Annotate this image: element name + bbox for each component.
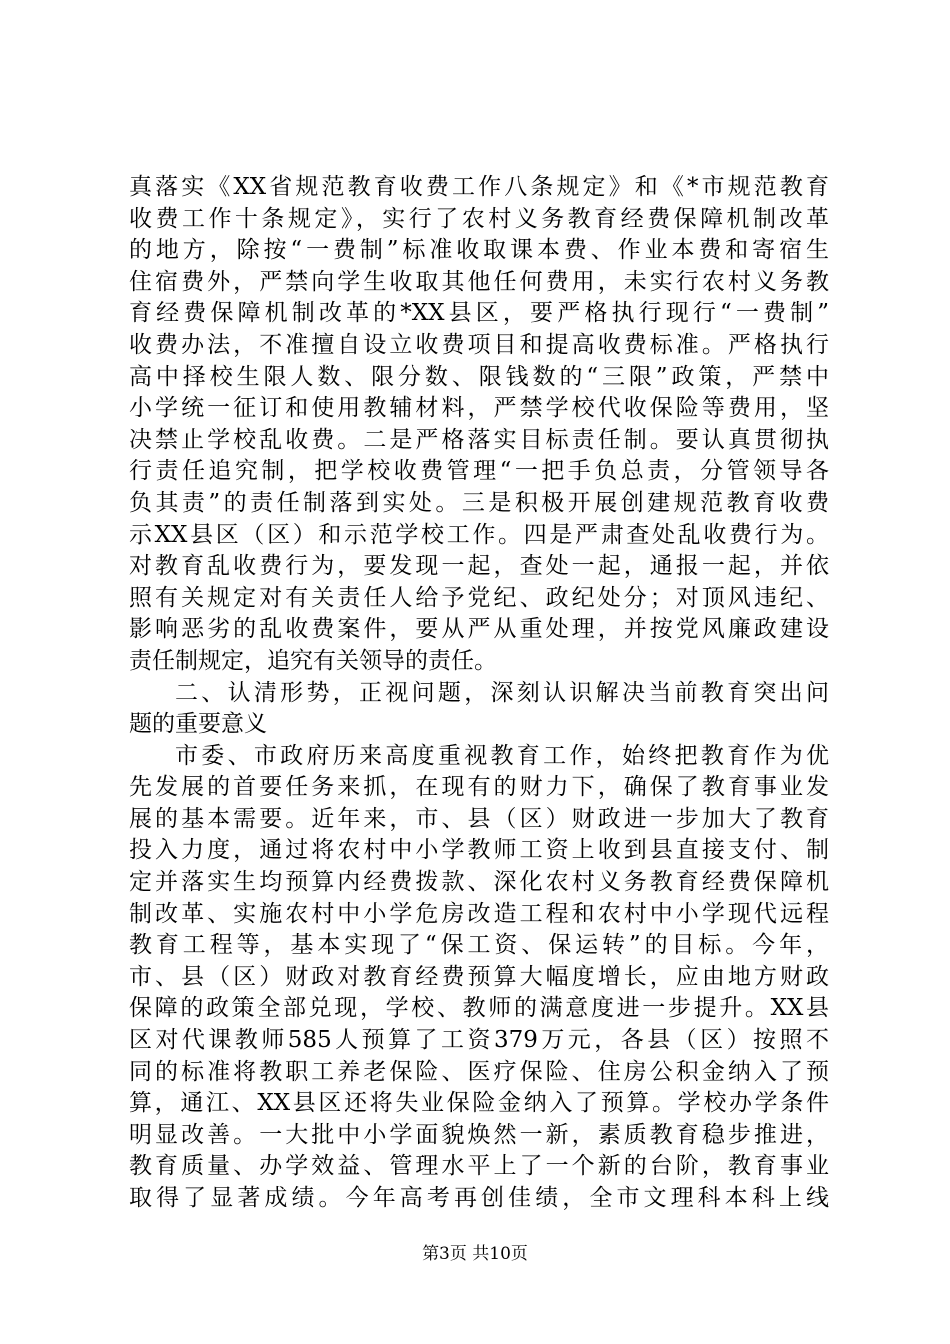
- text-line: 制改革、实施农村中小学危房改造工程和农村中小学现代远程: [129, 900, 829, 927]
- text-line: 收费工作十条规定》，实行了农村义务教育经费保障机制改革: [129, 205, 829, 232]
- text-line: 真落实《XX省规范教育收费工作八条规定》和《*市规范教育: [129, 174, 829, 200]
- text-line: 示XX县区（区）和示范学校工作。四是严肃查处乱收费行为。: [129, 521, 829, 548]
- text-line: 同的标准将教职工养老保险、医疗保险、住房公积金纳入了预: [129, 1058, 829, 1085]
- text-line: 展的基本需要。近年来，市、县（区）财政进一步加大了教育: [129, 805, 829, 832]
- text-line: 市、县（区）财政对教育经费预算大幅度增长，应由地方财政: [129, 963, 829, 990]
- text-line: 明显改善。一大批中小学面貌焕然一新，素质教育稳步推进，: [129, 1121, 829, 1148]
- text-line: 算，通江、XX县区还将失业保险金纳入了预算。学校办学条件: [129, 1090, 829, 1117]
- text-line: 行责任追究制，把学校收费管理“一把手负总责，分管领导各: [129, 458, 829, 485]
- document-body: [129, 172, 829, 1215]
- text-line: 区对代课教师585人预算了工资379万元，各县（区）按照不: [129, 1027, 829, 1054]
- text-line: 照有关规定对有关责任人给予党纪、政纪处分；对顶风违纪、: [129, 584, 829, 611]
- text-line: 负其责”的责任制落到实处。三是积极开展创建规范教育收费: [129, 489, 829, 516]
- text-line: 先发展的首要任务来抓，在现有的财力下，确保了教育事业发: [129, 774, 829, 801]
- text-line: 保障的政策全部兑现，学校、教师的满意度进一步提升。XX县: [129, 995, 829, 1022]
- text-line: 投入力度，通过将农村中小学教师工资上收到县直接支付、制: [129, 837, 829, 864]
- text-line: 住宿费外，严禁向学生收取其他任何费用，未实行农村义务教: [129, 268, 829, 295]
- page-footer: 第3页 共10页: [422, 1244, 528, 1264]
- text-line: 小学统一征订和使用教辅材料，严禁学校代收保险等费用，坚: [129, 395, 829, 422]
- text-line: 高中择校生限人数、限分数、限钱数的“三限”政策，严禁中: [129, 363, 829, 390]
- text-line: 对教育乱收费行为，要发现一起，查处一起，通报一起，并依: [129, 553, 829, 580]
- text-line: 决禁止学校乱收费。二是严格落实目标责任制。要认真贯彻执: [129, 426, 829, 453]
- text-line: 题的重要意义: [129, 711, 267, 738]
- text-line: 二、认清形势，正视问题，深刻认识解决当前教育突出问: [175, 679, 829, 706]
- text-line: 定并落实生均预算内经费拨款、深化农村义务教育经费保障机: [129, 869, 829, 896]
- text-line: 影响恶劣的乱收费案件，要从严从重处理，并按党风廉政建设: [129, 616, 829, 643]
- text-line: 的地方，除按“一费制”标准收取课本费、作业本费和寄宿生: [129, 237, 829, 264]
- text-line: 市委、市政府历来高度重视教育工作，始终把教育作为优: [175, 742, 829, 769]
- text-line: 取得了显著成绩。今年高考再创佳绩，全市文理科本科上线: [129, 1185, 829, 1211]
- text-line: 教育质量、办学效益、管理水平上了一个新的台阶，教育事业: [129, 1153, 829, 1180]
- text-line: 教育工程等，基本实现了“保工资、保运转”的目标。今年，: [129, 932, 829, 959]
- text-line: 育经费保障机制改革的*XX县区，要严格执行现行“一费制”: [129, 300, 829, 327]
- text-line: 责任制规定，追究有关领导的责任。: [129, 647, 497, 674]
- text-line: 收费办法，不准擅自设立收费项目和提高收费标准。严格执行: [129, 331, 829, 358]
